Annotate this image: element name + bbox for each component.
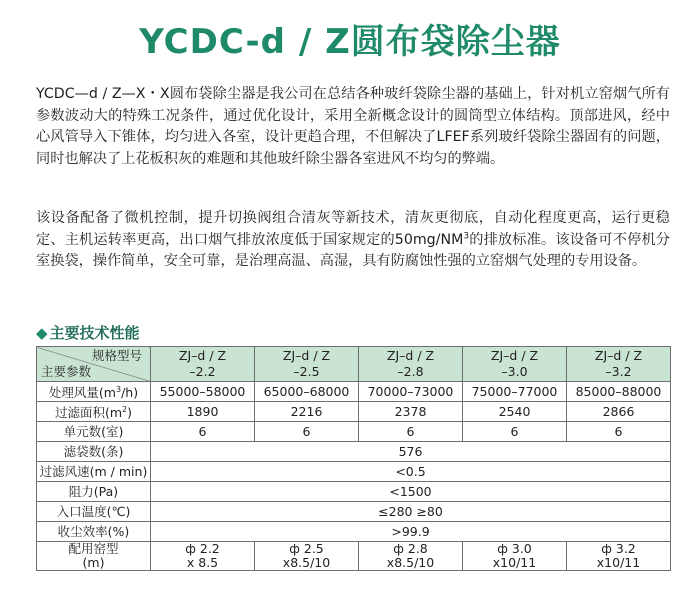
table-cell: ф 2.5 x8.5/10: [255, 542, 359, 571]
model-header: ZJ–d / Z –3.2: [567, 347, 671, 382]
row-label: 配用窑型 (m): [37, 542, 151, 571]
table-cell: ф 3.0 x10/11: [463, 542, 567, 571]
page-title: YCDC-d / Z圆布袋除尘器: [139, 22, 561, 62]
corner-model-label: 规格型号: [91, 348, 142, 363]
corner-param-label: 主要参数: [41, 364, 92, 379]
spec-table: [36, 346, 671, 571]
table-cell: 2378: [359, 402, 463, 422]
table-cell: ф 2.8 x8.5/10: [359, 542, 463, 571]
table-cell: 2866: [567, 402, 671, 422]
table-row-efficiency: [37, 522, 671, 542]
table-row-velocity: [37, 462, 671, 482]
intro-paragraph-2-start: 该设备配备了微机控制，提升切换阀组合清灰等新技术，清灰更彻底，自动化程度更高，运行更稳定、主机运转率更高，出口烟气排放浓度低于国家规定的50mg/NM: [36, 210, 670, 248]
intro-superscript: 3: [463, 230, 470, 241]
table-cell: 6: [151, 422, 255, 442]
row-label: 收尘效率(%): [37, 522, 151, 542]
row-label: 入口温度(℃): [37, 502, 151, 522]
diamond-bullet-icon: ◆: [36, 324, 48, 342]
table-cell: >99.9: [151, 522, 671, 542]
model-header: ZJ–d / Z –2.2: [151, 347, 255, 382]
table-cell: ф 3.2 x10/11: [567, 542, 671, 571]
table-cell: 65000–68000: [255, 382, 359, 402]
table-cell: 70000–73000: [359, 382, 463, 402]
intro-paragraph-2-end: 的排放标准。该设备可不停机分室换袋，操作简单，安全可靠，是治理高温、高湿，具有防腐蚀性强的立窑烟气处理的专用设备。: [36, 231, 670, 270]
table-corner-cell: [37, 347, 151, 382]
table-cell: 2540: [463, 402, 567, 422]
intro-paragraph-2: [36, 208, 670, 273]
table-row-bags: [37, 442, 671, 462]
table-cell: 6: [255, 422, 359, 442]
table-row-inlet-temp: [37, 502, 671, 522]
table-cell: 6: [567, 422, 671, 442]
table-cell: ф 2.2 x 8.5: [151, 542, 255, 571]
table-cell: <1500: [151, 482, 671, 502]
section-heading: [36, 322, 140, 343]
table-cell: 1890: [151, 402, 255, 422]
table-cell: ≤280 ≥80: [151, 502, 671, 522]
model-header: ZJ–d / Z –2.5: [255, 347, 359, 382]
table-cell: 75000–77000: [463, 382, 567, 402]
table-cell: <0.5: [151, 462, 671, 482]
table-cell: 2216: [255, 402, 359, 422]
table-cell: 576: [151, 442, 671, 462]
row-label: 处理风量$(m^3/h)$: [37, 382, 151, 402]
section-title: 主要技术性能: [49, 324, 140, 342]
table-header-row: [37, 347, 671, 382]
table-row-units: [37, 422, 671, 442]
table-cell: 6: [463, 422, 567, 442]
table-row-filter-area: [37, 402, 671, 422]
intro-paragraph-1: YCDC—d / Z—X・X圆布袋除尘器是我公司在总结各种玻纤袋除尘器的基础上，针对机立窑烟气所有参数波动大的特殊工况条件，通过优化设计，采用全新概念设计的圆筒型立体结构。顶部进风，经中心风管导入下锥体，均匀进入各室，设计更趋合理，不但解决了LFEF系列玻纤袋除尘器固有的问题，同时也解决了上花板积灰的难题和其他玻纤除尘器各室进风不均匀的弊端。: [36, 86, 670, 167]
row-label: 过滤面积$(m^2)$: [37, 402, 151, 422]
row-label: 滤袋数(条): [37, 442, 151, 462]
table-cell: 85000–88000: [567, 382, 671, 402]
table-cell: 55000–58000: [151, 382, 255, 402]
table-cell: 6: [359, 422, 463, 442]
row-label: 过滤风速(m / min): [37, 462, 151, 482]
table-row-resistance: [37, 482, 671, 502]
table-row-kiln: [37, 542, 671, 571]
table-row-airflow: [37, 382, 671, 402]
row-label: 阻力(Pa): [37, 482, 151, 502]
model-header: ZJ–d / Z –2.8: [359, 347, 463, 382]
model-header: ZJ–d / Z –3.0: [463, 347, 567, 382]
row-label: 单元数(室): [37, 422, 151, 442]
